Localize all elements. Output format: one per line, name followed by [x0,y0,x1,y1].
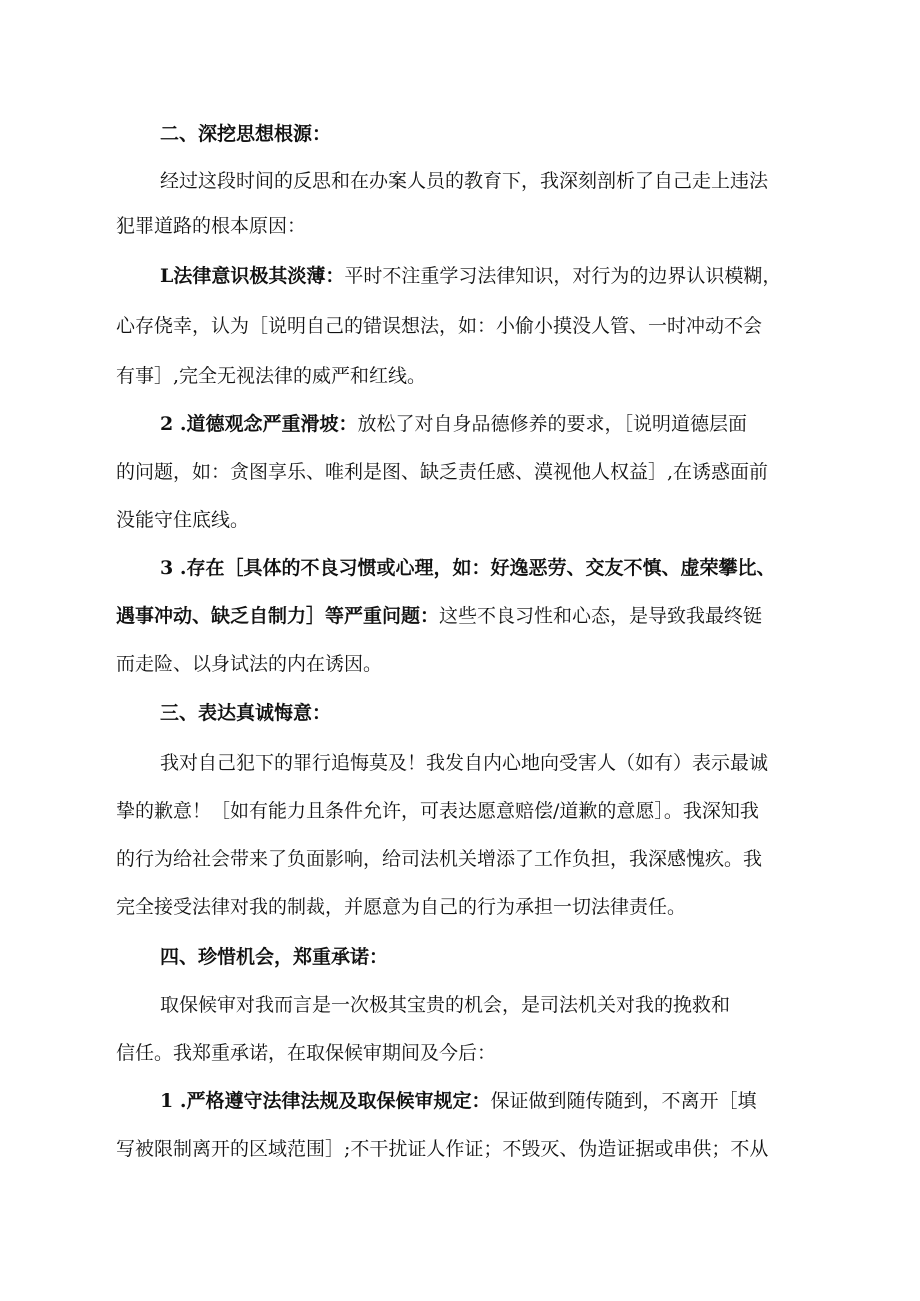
list-item-text: 放松了对自身品德修养的要求，［说明道德层面 [357,413,747,435]
paragraph-line: 完全接受法律对我的制裁，并愿意为自己的行为承担一切法律责任。 [116,896,687,918]
list-item-text: 这些不良习性和心态，是导致我最终铤 [439,605,763,627]
paragraph-line: 的行为给社会带来了负面影响，给司法机关增添了工作负担，我深感愧疚。我 [116,848,763,870]
paragraph-line: 挚的歉意！［如有能力且条件允许，可表达愿意赔偿/道歉的意愿］。我深知我 [116,800,759,822]
paragraph-line: 信任。我郑重承诺，在取保候审期间及今后： [116,1042,497,1064]
paragraph-line: 写被限制离开的区域范围］;不干扰证人作证；不毁灭、伪造证据或串供；不从 [116,1138,769,1160]
paragraph-line: 而走险、以身试法的内在诱因。 [116,653,383,675]
paragraph-line: 犯罪道路的根本原因： [116,215,307,237]
list-item [116,603,762,629]
list-item-lead: 2 .道德观念严重滑坡： [160,413,358,435]
paragraph-line: 我对自己犯下的罪行追悔莫及！我发自内心地向受害人（如有）表示最诚 [160,752,769,774]
paragraph-line: 心存侥幸，认为［说明自己的错误想法，如：小偷小摸没人管、一时冲动不会 [116,315,763,337]
list-item-lead: 1 .严格遵守法律法规及取保候审规定： [160,1090,491,1112]
paragraph-line: 有事］,完全无视法律的威严和红线。 [116,365,427,387]
section-heading: 四、珍惜机会，郑重承诺： [160,946,389,968]
section-heading: 二、深挖思想根源： [160,123,332,145]
list-item [160,1088,756,1114]
section-heading: 三、表达真诚悔意： [160,702,332,724]
list-item-lead: 遇事冲动、缺乏自制力］等严重问题： [116,605,440,627]
list-item-lead: 3 .存在［具体的不良习惯或心理，如：好逸恶劳、交友不慎、虚荣攀比、 [160,557,776,579]
paragraph-line: 取保候审对我而言是一次极其宝贵的机会，是司法机关对我的挽救和 [160,994,731,1016]
list-item-text: 保证做到随传随到，不离开［填 [490,1090,757,1112]
list-item-text: 平时不注重学习法律知识，对行为的边界认识模糊， [344,265,782,287]
paragraph-line: 的问题，如：贪图享乐、唯利是图、缺乏责任感、漠视他人权益］,在诱惑面前 [116,461,769,483]
paragraph-line: 经过这段时间的反思和在办案人员的教育下，我深刻剖析了自己走上违法 [160,170,769,192]
list-item-lead: L法律意识极其淡薄： [160,265,345,287]
list-item [160,411,747,437]
paragraph-line: 没能守住底线。 [116,509,250,531]
list-item [160,263,781,289]
